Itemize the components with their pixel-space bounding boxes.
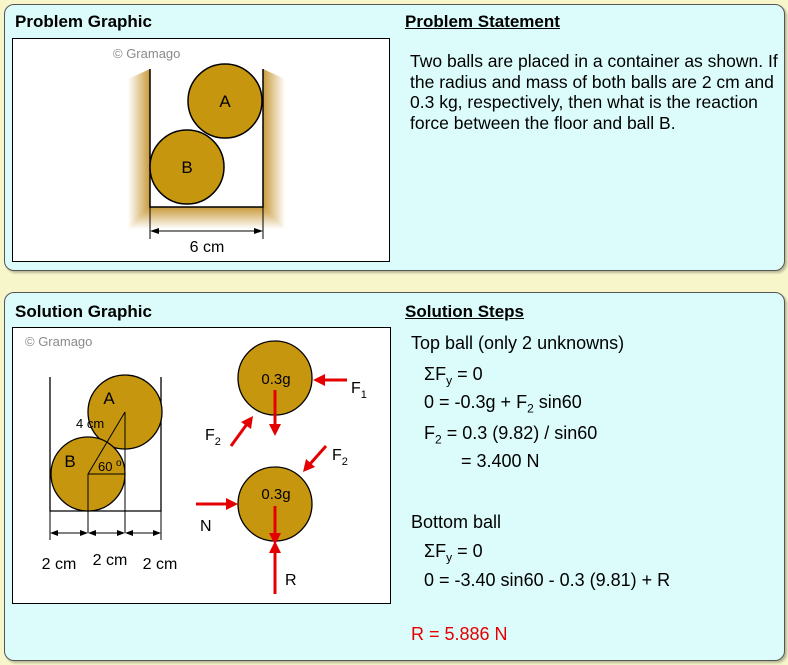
fbd-bottom-r-arrowhead <box>269 541 281 553</box>
solution-diagram <box>13 328 390 603</box>
left-wall-shade <box>128 69 150 229</box>
fbd-top-f2-arrow <box>231 424 247 446</box>
problem-diagram <box>13 39 389 261</box>
fbd-bottom-n-arrowhead <box>226 498 238 510</box>
fbd-top-weight: 0.3g <box>261 371 291 388</box>
ball-a-label: A <box>103 389 115 408</box>
floor-shade <box>128 207 285 229</box>
problem-copyright: © Gramago <box>113 46 181 61</box>
dim-arrow <box>50 530 58 536</box>
problem-statement-text: Two balls are placed in a container as shown. If the radius and mass of both balls are 2 cm and 0.3 kg, respectively, then what is the reaction force between the floor and ball B. <box>410 51 778 133</box>
ball-b-label: B <box>181 158 193 177</box>
fbd-top-weight-arrowhead <box>269 424 281 436</box>
step-bottom-equation: 0 = -3.40 sin60 - 0.3 (9.81) + R <box>424 570 671 590</box>
dim-mid-label: 2 cm <box>92 552 128 569</box>
dim-arrow <box>117 530 125 536</box>
step-bottom-sum: $\Sigma F_y = 0$ <box>424 541 483 565</box>
fbd-bottom-f2-label: $F_2$ <box>332 447 348 468</box>
dim-arrow <box>125 530 133 536</box>
fbd-top-f2-arrowhead <box>241 416 253 429</box>
fbd-bottom-r-label: R <box>285 572 297 589</box>
problem-graphic-heading: Problem Graphic <box>15 12 152 31</box>
fbd-top-f2-label: $F_2$ <box>205 427 221 448</box>
fbd-bottom-n-label: N <box>200 518 212 535</box>
ball-b-label: B <box>64 452 76 471</box>
step-top-solve: $F_2 = 0.3$ (9.82) / sin60 <box>424 423 598 447</box>
problem-graphic <box>12 38 390 262</box>
step-top-result: = 3.400 N <box>461 451 540 471</box>
right-wall-shade <box>263 69 285 229</box>
fbd-top-f1-label: $F_1$ <box>351 380 367 401</box>
problem-panel <box>4 4 785 271</box>
problem-statement-heading: Problem Statement <box>405 12 560 31</box>
solution-copyright: © Gramago <box>25 334 93 349</box>
dim-arrow <box>80 530 88 536</box>
solution-steps-heading: Solution Steps <box>405 302 524 321</box>
angle-unit: o <box>116 458 122 469</box>
dim-left-label: 2 cm <box>41 556 77 573</box>
dim-arrow <box>153 530 161 536</box>
solution-graphic <box>12 327 391 604</box>
dim-arrow <box>88 530 96 536</box>
fbd-top-f1-arrowhead <box>313 374 325 386</box>
dim-right-label: 2 cm <box>142 556 178 573</box>
solution-graphic-heading: Solution Graphic <box>15 302 152 321</box>
fbd-bottom-weight: 0.3g <box>261 486 291 503</box>
width-label: 6 cm <box>189 239 225 256</box>
distance-label: 4 cm <box>76 416 105 431</box>
answer: R = 5.886 N <box>411 624 508 644</box>
fbd-bottom-f2-arrow <box>310 446 326 464</box>
step-top-sum: $\Sigma F_y = 0$ <box>424 364 483 388</box>
angle-label: 60 <box>98 459 113 474</box>
step-top-equation: $0 = -0.3g + F_2$ sin60 <box>424 392 582 416</box>
step-bottom-title: Bottom ball <box>411 512 502 532</box>
solution-panel <box>4 292 785 661</box>
ball-a-label: A <box>219 92 231 111</box>
step-top-title: Top ball (only 2 unknowns) <box>411 333 625 353</box>
